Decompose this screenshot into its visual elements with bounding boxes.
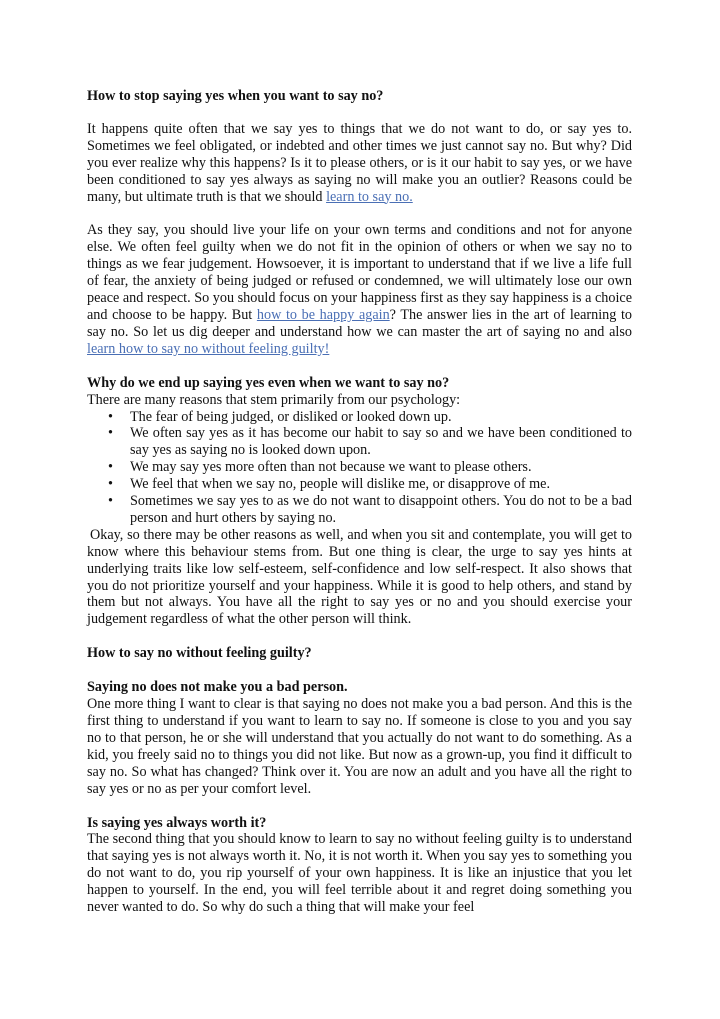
- intro-text: It happens quite often that we say yes to things that we do not want to do, or say yes to. Sometimes we feel obligated, or indebted and other times we just cannot say no. But why? Did you ever realize why this happens? Is it to please others, or is it our habit to say yes, or we have been conditioned to say yes always as saying no will make you an outlier? Reasons could be many, but ultimate truth is that we should: [87, 120, 632, 205]
- list-item: • We feel that when we say no, people will dislike me, or disapprove of me.: [130, 476, 632, 493]
- document-body: [87, 88, 632, 916]
- reasons-conclusion-paragraph: Okay, so there may be other reasons as well, and when you sit and contemplate, you will get to know where this behaviour stems from. But one thing is clear, the urge to say yes hints at underlying traits like low self-esteem, self-confidence and low self-respect. It also shows that you do not prioritize yourself and your happiness. While it is good to help others, and stand by them but not always. You have all the right to say yes or no and you should exercise your judgement regardless of what the other person will think.: [87, 526, 632, 628]
- not-a-bad-person-paragraph: One more thing I want to clear is that saying no does not make you a bad person. And this is the first thing to understand if you want to learn to say no. If someone is close to you and you say no to that person, he or she will understand that you actually do not want to do something. As a kid, you freely said no to things you did not like. But now as a grown-up, you find it difficult to say no. So what has changed? Think over it. You are now an adult and you have all the right to say yes or no as per your comfort level.: [87, 696, 632, 797]
- list-item: • We often say yes as it has become our habit to say so and we have been conditioned to say yes as saying no is looked down upon.: [130, 425, 632, 459]
- saying-yes-worth-paragraph: The second thing that you should know to learn to say no without feeling guilty is to understand that saying yes is not always worth it. No, it is not worth it. When you say yes to something you do not want to do, you rip yourself of your own happiness. It is like an injustice that you let happen to yourself. In the end, you will feel terrible about it and regret doing something you never wanted to do. So why do such a thing that will make your feel: [87, 831, 632, 916]
- live-your-life-paragraph: [87, 222, 632, 357]
- not-a-bad-person-heading: Saying no does not make you a bad person.: [87, 679, 348, 696]
- how-to-be-happy-again-link[interactable]: how to be happy again: [256, 306, 390, 323]
- article-title: How to stop saying yes when you want to say no?: [87, 88, 384, 104]
- say-no-without-guilt-link[interactable]: learn how to say no without feeling guilty!: [87, 340, 330, 357]
- list-item: • Sometimes we say yes to as we do not want to disappoint others. You do not to be a bad person and hurt others by saying no.: [130, 493, 632, 527]
- intro-paragraph: [87, 121, 632, 206]
- paragraph-text-2: ? The answer lies in the art of learning to say no. So let us dig deeper and understand how we can master the art of saying no and also: [87, 306, 632, 340]
- list-item: • The fear of being judged, or disliked or looked down up.: [130, 409, 632, 426]
- reasons-intro: There are many reasons that stem primarily from our psychology:: [87, 391, 461, 408]
- learn-to-say-no-link[interactable]: learn to say no.: [326, 188, 413, 205]
- reasons-list: [87, 409, 632, 527]
- say-no-without-guilt-heading: How to say no without feeling guilty?: [87, 645, 312, 662]
- why-say-yes-heading: Why do we end up saying yes even when we want to say no?: [87, 374, 450, 391]
- list-item: • We may say yes more often than not because we want to please others.: [130, 459, 632, 476]
- saying-yes-worth-heading: Is saying yes always worth it?: [87, 814, 267, 831]
- paragraph-text-1: As they say, you should live your life on your own terms and conditions and not for anyone else. We often feel guilty when we do not fit in the opinion of others or when we say no to things as we fear judgement. Howsoever, it is important to understand that if we live a life full of fear, the anxiety of being judged or refused or condemned, we will ultimately lose our own peace and respect. So you should focus on your happiness first as they say happiness is a choice and choose to be happy. But: [87, 222, 632, 323]
